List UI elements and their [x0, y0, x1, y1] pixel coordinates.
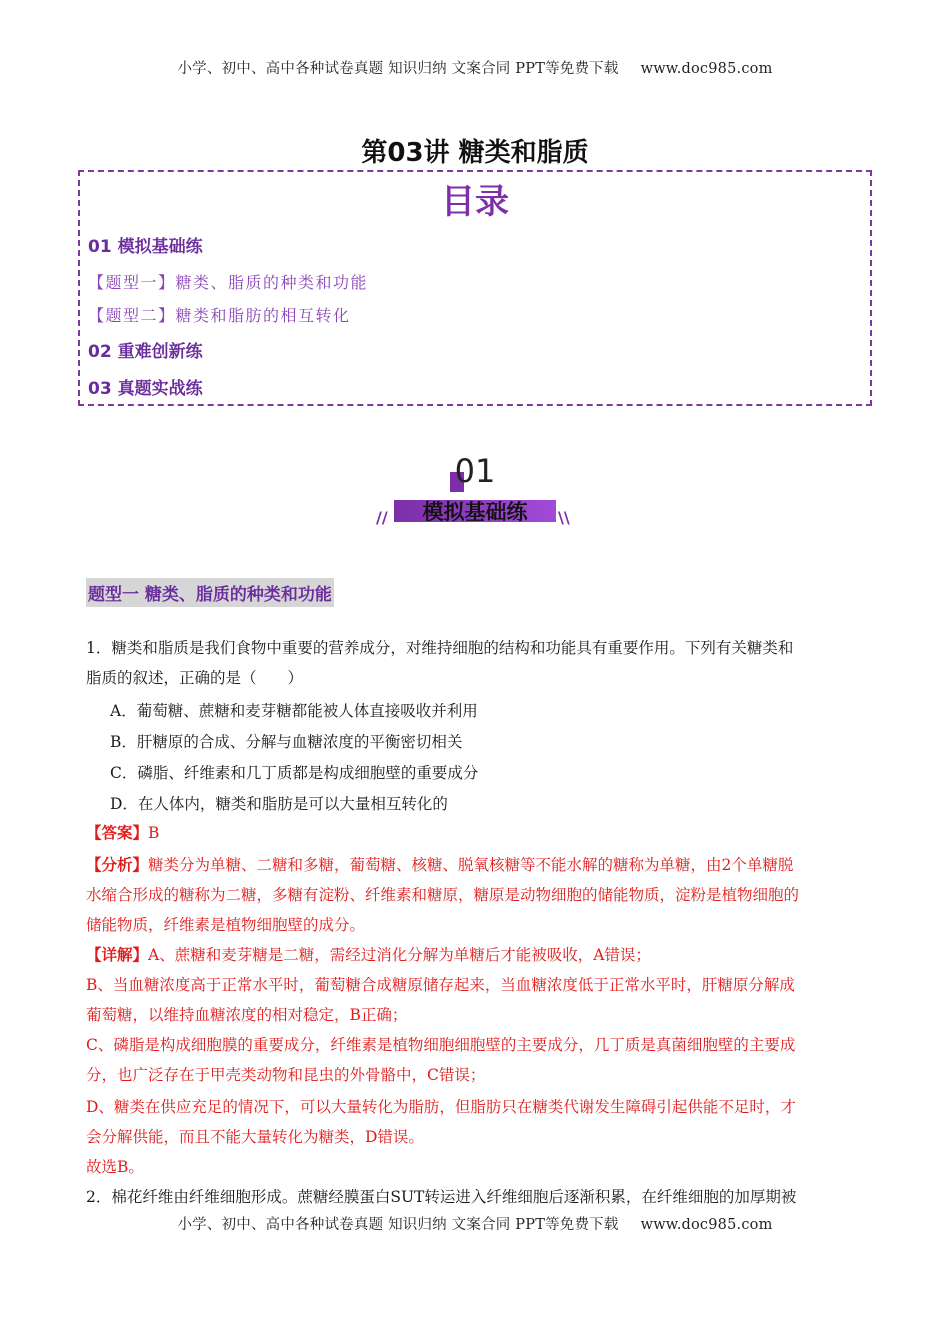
analysis-label: 【分析】	[86, 855, 149, 874]
detail-line-d2: 会分解供能，而且不能大量转化为糖类，D错误。	[86, 1128, 424, 1146]
toc-item-section-01[interactable]: 01 模拟基础练	[88, 237, 203, 257]
section-banner	[370, 452, 580, 532]
question-2-stem-line-1: 2．棉花纤维由纤维细胞形成。蔗糖经膜蛋白SUT转运进入纤维细胞后逐渐积累，在纤维细胞的加厚期被	[86, 1188, 797, 1206]
banner-number: 01	[454, 452, 496, 490]
footer-site-link[interactable]: www.doc985.com	[640, 1217, 773, 1233]
question-1-option-a: A．葡萄糖、蔗糖和麦芽糖都能被人体直接吸收并利用	[110, 702, 478, 720]
answer-label: 【答案】	[86, 823, 149, 842]
conclusion-answer: B。	[117, 1158, 144, 1176]
detail-line-c2: 分，也广泛存在于甲壳类动物和昆虫的外骨骼中，C错误；	[86, 1066, 486, 1084]
answer-value: B	[148, 824, 160, 842]
detail-text-a: A、蔗糖和麦芽糖是二糖，需经过消化分解为单糖后才能被吸收，A错误；	[148, 946, 651, 964]
detail-line-d1: D、糖类在供应充足的情况下，可以大量转化为脂肪，但脂肪只在糖类代谢发生障碍引起供能不足时，才	[86, 1098, 796, 1116]
header-site-link[interactable]: www.doc985.com	[640, 61, 773, 77]
page-header	[0, 57, 950, 78]
detail-line-a	[86, 940, 858, 970]
table-of-contents	[78, 170, 872, 406]
footer-text: 小学、初中、高中各种试卷真题 知识归纳 文案合同 PPT等免费下载	[177, 1217, 619, 1233]
question-1-option-d: D．在人体内，糖类和脂肪是可以大量相互转化的	[110, 795, 448, 813]
detail-line-b2: 葡萄糖，以维持血糖浓度的相对稳定，B正确；	[86, 1006, 408, 1024]
analysis-line-1	[86, 850, 858, 880]
question-1-stem-line-2: 脂质的叙述，正确的是（ ）	[86, 669, 304, 687]
conclusion-prefix: 故选	[86, 1158, 118, 1176]
question-1-option-c: C．磷脂、纤维素和几丁质都是构成细胞壁的重要成分	[110, 764, 479, 782]
detail-line-b1: B、当血糖浓度高于正常水平时，葡萄糖合成糖原储存起来，当血糖浓度低于正常水平时，肝糖原分解成	[86, 976, 795, 994]
detail-label: 【详解】	[86, 945, 149, 964]
analysis-text-1: 糖类分为单糖、二糖和多糖，葡萄糖、核糖、脱氧核糖等不能水解的糖称为单糖，由2个单糖脱	[148, 856, 794, 874]
banner-label: 模拟基础练	[422, 500, 528, 524]
header-text: 小学、初中、高中各种试卷真题 知识归纳 文案合同 PPT等免费下载	[177, 61, 619, 77]
question-type-heading: 题型一 糖类、脂质的种类和功能	[86, 578, 334, 607]
banner-right-slashes: \\	[558, 508, 570, 527]
answer-line	[86, 818, 858, 848]
question-1-option-b: B．肝糖原的合成、分解与血糖浓度的平衡密切相关	[110, 733, 463, 751]
banner-left-slashes: //	[376, 508, 388, 527]
page-footer	[0, 1213, 950, 1234]
toc-item-section-02[interactable]: 02 重难创新练	[88, 342, 203, 362]
detail-line-c1: C、磷脂是构成细胞膜的重要成分，纤维素是植物细胞细胞壁的主要成分，几丁质是真菌细胞壁的主要成	[86, 1036, 796, 1054]
toc-title: 目录	[441, 182, 509, 222]
analysis-line-2: 水缩合形成的糖称为二糖，多糖有淀粉、纤维素和糖原，糖原是动物细胞的储能物质，淀粉是植物细胞的	[86, 886, 800, 904]
question-1-stem-line-1: 1．糖类和脂质是我们食物中重要的营养成分，对维持细胞的结构和功能具有重要作用。下列有关糖类和	[86, 639, 794, 657]
toc-item-section-03[interactable]: 03 真题实战练	[88, 379, 203, 399]
toc-item-type-2[interactable]: 【题型二】糖类和脂肪的相互转化	[88, 306, 351, 325]
toc-item-type-1[interactable]: 【题型一】糖类、脂质的种类和功能	[88, 273, 369, 292]
document-title: 第03讲 糖类和脂质	[361, 138, 589, 168]
analysis-line-3: 储能物质，纤维素是植物细胞壁的成分。	[86, 916, 366, 934]
conclusion-line	[86, 1152, 858, 1182]
